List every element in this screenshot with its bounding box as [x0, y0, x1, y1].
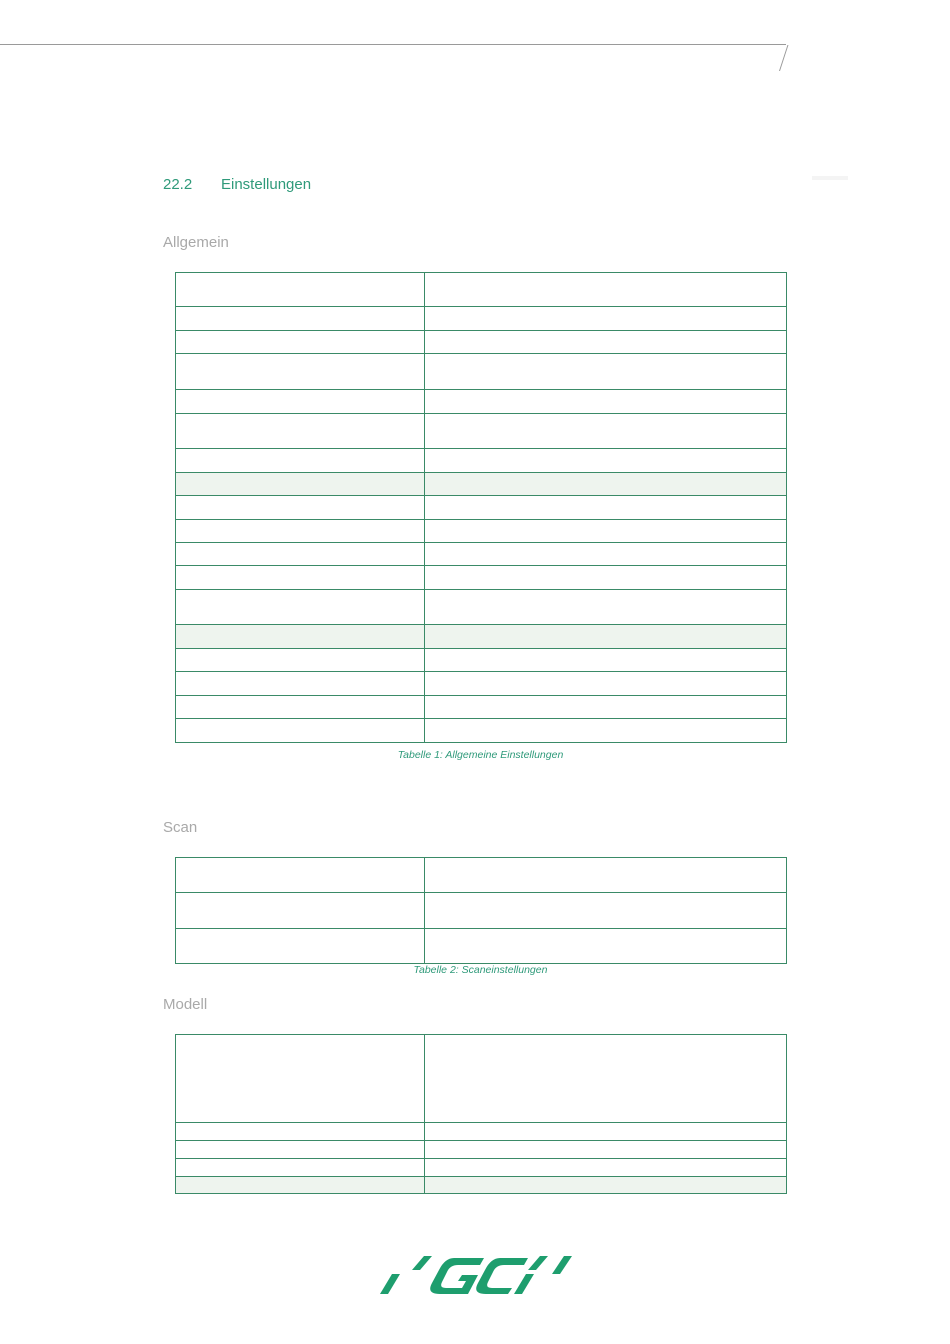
general-settings-table: [175, 272, 787, 743]
table-row: [176, 625, 787, 649]
general-heading: Allgemein: [163, 234, 229, 251]
setting-name-cell: [176, 649, 425, 672]
page-edge-mark: [812, 176, 848, 180]
setting-name-cell: [176, 1177, 425, 1194]
setting-value-cell: [425, 719, 787, 743]
table-row: [176, 496, 787, 520]
setting-value-cell: [425, 1159, 787, 1177]
setting-value-cell: [425, 649, 787, 672]
setting-value-cell: [425, 1123, 787, 1141]
table-row: [176, 566, 787, 590]
setting-name-cell: [176, 696, 425, 719]
setting-name-cell: [176, 929, 425, 964]
setting-name-cell: [176, 1123, 425, 1141]
setting-name-cell: [176, 543, 425, 566]
setting-name-cell: [176, 496, 425, 520]
table-row: [176, 473, 787, 496]
setting-value-cell: [425, 625, 787, 649]
setting-value-cell: [425, 929, 787, 964]
setting-value-cell: [425, 1177, 787, 1194]
scan-table-caption: Tabelle 2: Scaneinstellungen: [413, 964, 548, 976]
setting-value-cell: [425, 543, 787, 566]
table-row: [176, 858, 787, 893]
table-row: [176, 893, 787, 929]
section-number: 22.2: [163, 176, 193, 193]
table-row: [176, 520, 787, 543]
setting-name-cell: [176, 307, 425, 331]
table-row: [176, 331, 787, 354]
setting-name-cell: [176, 473, 425, 496]
header-slash: [779, 45, 788, 71]
setting-name-cell: [176, 858, 425, 893]
setting-value-cell: [425, 696, 787, 719]
setting-name-cell: [176, 625, 425, 649]
table-row: [176, 672, 787, 696]
setting-value-cell: [425, 449, 787, 473]
table-row: [176, 307, 787, 331]
setting-name-cell: [176, 354, 425, 390]
setting-value-cell: [425, 893, 787, 929]
gc-logo: [376, 1254, 574, 1298]
setting-value-cell: [425, 590, 787, 625]
setting-value-cell: [425, 390, 787, 414]
setting-value-cell: [425, 1141, 787, 1159]
setting-name-cell: [176, 672, 425, 696]
table-row: [176, 1035, 787, 1123]
table-row: [176, 449, 787, 473]
scan-settings-table: [175, 857, 787, 964]
setting-value-cell: [425, 473, 787, 496]
setting-name-cell: [176, 590, 425, 625]
table-row: [176, 1159, 787, 1177]
table-row: [176, 414, 787, 449]
table-row: [176, 543, 787, 566]
setting-name-cell: [176, 1159, 425, 1177]
header-rule: [0, 44, 786, 45]
setting-name-cell: [176, 414, 425, 449]
general-table-caption: Tabelle 1: Allgemeine Einstellungen: [397, 749, 564, 761]
setting-value-cell: [425, 307, 787, 331]
table-row: [176, 719, 787, 743]
table-row: [176, 590, 787, 625]
setting-value-cell: [425, 496, 787, 520]
setting-value-cell: [425, 858, 787, 893]
table-row: [176, 1141, 787, 1159]
setting-value-cell: [425, 520, 787, 543]
setting-name-cell: [176, 449, 425, 473]
setting-name-cell: [176, 1141, 425, 1159]
setting-value-cell: [425, 1035, 787, 1123]
setting-name-cell: [176, 390, 425, 414]
setting-name-cell: [176, 566, 425, 590]
setting-value-cell: [425, 273, 787, 307]
table-row: [176, 1123, 787, 1141]
setting-name-cell: [176, 719, 425, 743]
setting-value-cell: [425, 354, 787, 390]
model-heading: Modell: [163, 996, 208, 1013]
section-title: Einstellungen: [221, 176, 312, 193]
setting-value-cell: [425, 331, 787, 354]
model-settings-table: [175, 1034, 787, 1194]
setting-name-cell: [176, 893, 425, 929]
table-row: [176, 1177, 787, 1194]
table-row: [176, 696, 787, 719]
table-row: [176, 929, 787, 964]
setting-name-cell: [176, 1035, 425, 1123]
table-row: [176, 390, 787, 414]
scan-heading: Scan: [163, 819, 198, 836]
table-row: [176, 354, 787, 390]
setting-name-cell: [176, 273, 425, 307]
setting-name-cell: [176, 520, 425, 543]
setting-value-cell: [425, 566, 787, 590]
section-heading: [163, 176, 311, 193]
table-row: [176, 273, 787, 307]
setting-value-cell: [425, 414, 787, 449]
setting-name-cell: [176, 331, 425, 354]
setting-value-cell: [425, 672, 787, 696]
table-row: [176, 649, 787, 672]
